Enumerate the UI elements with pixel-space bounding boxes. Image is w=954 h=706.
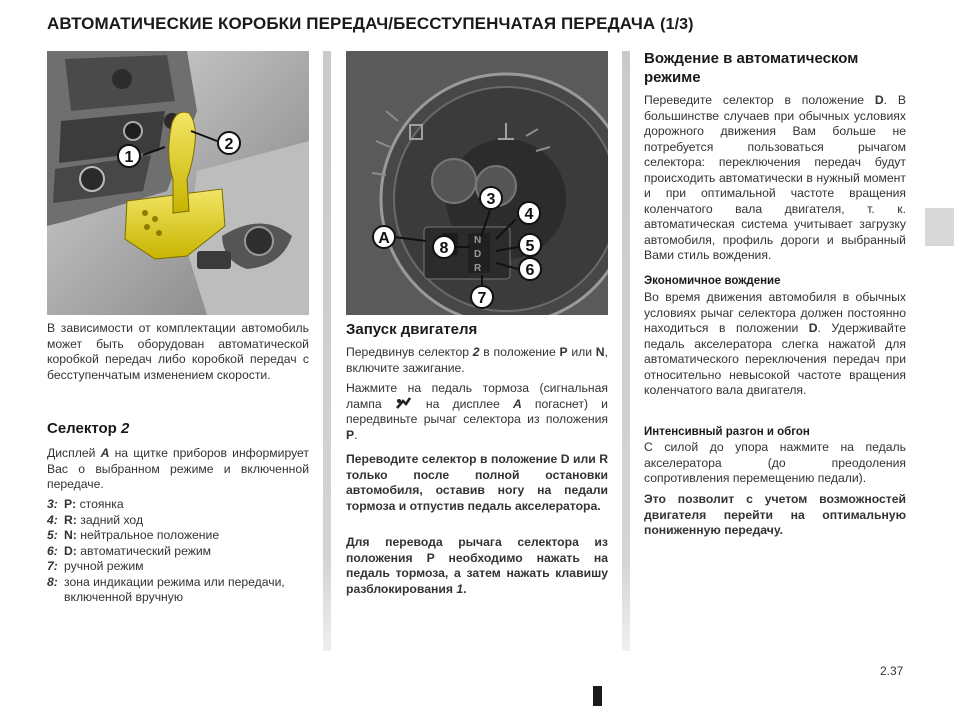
gear-selector-figure — [47, 51, 309, 315]
page-marker — [593, 686, 602, 706]
title-text: АВТОМАТИЧЕСКИЕ КОРОБКИ ПЕРЕДАЧ/БЕССТУПЕНЧАТАЯ ПЕРЕДАЧА — [47, 14, 656, 33]
start-engine-heading: Запуск двигателя — [346, 321, 478, 338]
callout-1 — [118, 145, 140, 167]
callout-a — [373, 226, 395, 248]
auto-mode-heading: Вождение в автоматическом режиме — [644, 50, 859, 86]
svg-text:5: 5 — [525, 238, 535, 255]
page-title — [47, 14, 694, 34]
warning-paragraph-2: Для перевода рычага селектора из положения P необходимо нажать на педаль тормоза, а затем нажать клавишу разблокирования 1. — [346, 535, 608, 596]
display-letter-n: N — [474, 235, 482, 246]
brake-lamp-icon — [395, 397, 413, 410]
display-letter-r: R — [474, 263, 482, 274]
gear-selector-illustration — [47, 51, 309, 315]
callout-2 — [218, 132, 240, 154]
svg-text:A: A — [378, 230, 390, 247]
title-part: (1/3) — [660, 16, 694, 33]
svg-text:2: 2 — [224, 136, 234, 153]
auto-mode-paragraph: Переведите селектор в положение D. В большинстве случаев при обычных условиях дорожного движения Вам больше не потребуется пользоваться рычагом селектора: переключения передач будут происходить автоматически в нужный момент и при оптимальной частоте вращения коленчатого вала двигателя, т. к. автоматическая система учитывает загрузку автомобиля, профиль дороги и выбранный Вами стиль вождения. — [644, 93, 906, 262]
column-divider-right — [622, 51, 630, 651]
warning-paragraph-1: Переводите селектор в положение D или R только после полной остановки автомобиля, оставив ногу на педали тормоза и отпустив педаль акселератора. — [346, 452, 608, 513]
cluster-illustration — [346, 51, 608, 315]
legend-item: 8: зона индикации режима или передачи, включенной вручную — [47, 574, 285, 604]
callout-8 — [433, 236, 455, 258]
display-letter-d: D — [474, 249, 482, 260]
column-divider-left — [323, 51, 331, 651]
start-paragraph-2: Нажмите на педаль тормоза (сигнальная лампа на дисплее A погаснет) и передвиньте рычаг селектора из положения P. — [346, 381, 608, 442]
legend-item: 4: R: задний ход — [47, 512, 144, 527]
page-number: 2.37 — [880, 664, 904, 678]
svg-text:7: 7 — [477, 290, 487, 307]
section-tab — [925, 208, 954, 246]
start-paragraph-1: Передвинув селектор 2 в положение P или N, включите зажигание. — [346, 345, 608, 375]
svg-text:4: 4 — [524, 206, 534, 223]
callout-5 — [519, 234, 541, 256]
eco-heading: Экономичное вождение — [644, 275, 781, 287]
legend-item: 5: N: нейтральное положение — [47, 528, 220, 542]
legend-item: 3: P: стоянка — [47, 497, 124, 511]
intensive-heading: Интенсивный разгон и обгон — [644, 426, 810, 438]
intensive-paragraph: С силой до упора нажмите на педаль акселератора (до преодоления сопротивления перемещению педали). — [644, 440, 906, 485]
svg-text:6: 6 — [525, 262, 535, 279]
svg-text:8: 8 — [439, 240, 449, 257]
eco-paragraph: Во время движения автомобиля в обычных условиях рычаг селектора должен постоянно находиться в положении D. Удерживайте педаль акселератора слегка нажатой для автоматического переключения передач при относительно невысокой частоте вращения коленчатого вала двигателя. — [644, 290, 906, 397]
legend-item: 6: D: автоматический режим — [47, 543, 212, 558]
intro-paragraph: В зависимости от комплектации автомобиль может быть оборудован автоматической коробкой передач либо коробкой передач с бесступенчатым изменением скорости. — [47, 321, 309, 382]
legend-item: 7: ручной режим — [47, 559, 144, 573]
callout-6 — [519, 258, 541, 280]
svg-text:1: 1 — [124, 149, 134, 166]
svg-text:3: 3 — [486, 191, 496, 208]
callout-7 — [471, 286, 493, 308]
callout-3 — [480, 187, 502, 209]
instrument-cluster-figure — [346, 51, 608, 315]
display-paragraph: Дисплей A на щитке приборов информирует Вас о выбранном режиме и включенной передаче. — [47, 446, 310, 491]
final-paragraph: Это позволит с учетом возможностей двигателя перейти на оптимальную пониженную передачу. — [644, 492, 906, 537]
callout-4 — [518, 202, 540, 224]
selector-heading: Селектор 2 — [47, 420, 130, 437]
legend-list — [47, 497, 311, 606]
